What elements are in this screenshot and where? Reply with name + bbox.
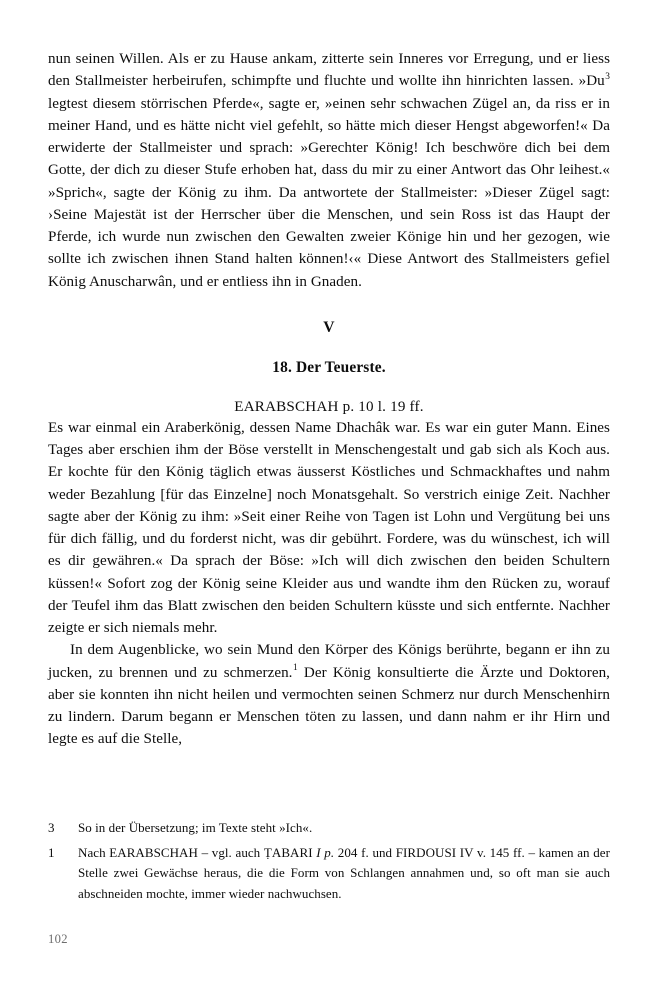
source-citation: EARABSCHAH p. 10 l. 19 ff. [234, 398, 424, 415]
paragraph-continued-text-a: nun seinen Willen. Als er zu Hause ankam, zitterte sein Inneres vor Erregung, und er liess den Stallmeister herbeirufen, schimpfte und fluchte und wollte ihn hinrichten lassen. »Du [48, 51, 610, 90]
paragraph-continued-text-b: legtest diesem störrischen Pferde«, sagte er, »einen sehr schwachen Zügel an, da riss er in meiner Hand, und es hätte nicht viel gefehlt, so hätte mich dieser Hengst abgeworfen!« Da erwiderte der Stallmeister und sprach: »Gerechter König! Ich beschwöre dich bei dem Gotte, der dich zu dieser Stufe erhoben hat, dass du mir zu einer Antwort das Ohr leihest.« »Sprich«, sagte der König zu ihm. Da antwortete der Stallmeister: »Dieser Zügel sagt: ›Seine Majestät ist der Herrscher über die Menschen, und sein Ross ist das Haupt der Pferde, ich wurde nun zwischen den Gewalten zweier Könige hin und her gezogen, wie sollte ich zwischen ihnen Stand halten können!‹« Diese Antwort des Stallmeisters gefiel König Anuscharwân, und er entliess ihn in Gnaden. [48, 95, 610, 290]
footnote-reference-3[interactable]: 3 [605, 72, 610, 83]
footnote-item [48, 818, 610, 839]
paragraph-continued [48, 48, 610, 293]
story-paragraph-1: Es war einmal ein Araberkönig, dessen Name Dhachâk war. Es war ein guter Mann. Eines Tages aber erschien ihm der Böse verstellt in Menschengestalt und gab sich als Koch aus. Er kochte für den König täglich etwas äusserst Köstliches und Schmackhaftes und nahm weder Bezahlung [für das Einzelne] noch Monatsgehalt. So verstrich einige Zeit. Nachher sagte aber der König zu ihm: »Seit einer Reihe von Tagen ist Lohn und Vergütung bei uns für dich fällig, und du forderst nicht, was dir gebührt. Fordere, was du wünschest, ich will es dir gewähren.« Da sprach der Böse: »Ich will dich zwischen den beiden Schultern küssen!« Sofort zog der König seine Kleider aus und wandte ihm den Rücken zu, worauf der Teufel ihm das Blatt zwischen den beiden Schultern küsste und sich entfernte. Nachher zeigte er sich niemals mehr. [48, 419, 610, 636]
chapter-heading-block [48, 318, 610, 417]
footnote-number: 3 [48, 820, 55, 835]
story-paragraph-2-text-a: In dem Augenblicke, wo sein Mund den Körper des Königs berührte, begann er ihn zu jucken, zu brennen und zu schmerzen. [48, 642, 610, 681]
footnote-citation-italic: I p. [316, 844, 335, 860]
footnote-item [48, 843, 610, 905]
footnote-text-part-1: Nach EARABSCHAH – vgl. auch ṬABARI [78, 844, 317, 860]
story-paragraph-2-text-b: Der König konsultierte die Ärzte und Doktoren, aber sie konnten ihn nicht heilen und vermochten seinen Schmerz nur durch Menschenhirn zu lindern. Darum begann er Menschen töten zu lassen, und dann nahm er ihr Hirn und legte es auf die Stelle, [48, 664, 611, 748]
footnote-text-part-2: 204 f. und FIRDOUSI IV v. 145 ff. – kamen an der Stelle zwei Gewächse heraus, die die Form von Schlangen annahmen und, so oft man sie auch abschneiden mochte, immer wieder nachwuchsen. [78, 844, 610, 901]
footnote-number: 1 [48, 844, 55, 860]
story-title: 18. Der Teuerste. [272, 358, 386, 376]
footnote-text: So in der Übersetzung; im Texte steht »Ich«. [78, 820, 313, 835]
page-content [48, 48, 610, 751]
page-number: 102 [48, 932, 68, 946]
story-paragraph-2 [48, 639, 610, 750]
footnotes-section [48, 818, 610, 904]
chapter-numeral: V [323, 318, 335, 336]
footnote-reference-1[interactable]: 1 [293, 663, 298, 674]
